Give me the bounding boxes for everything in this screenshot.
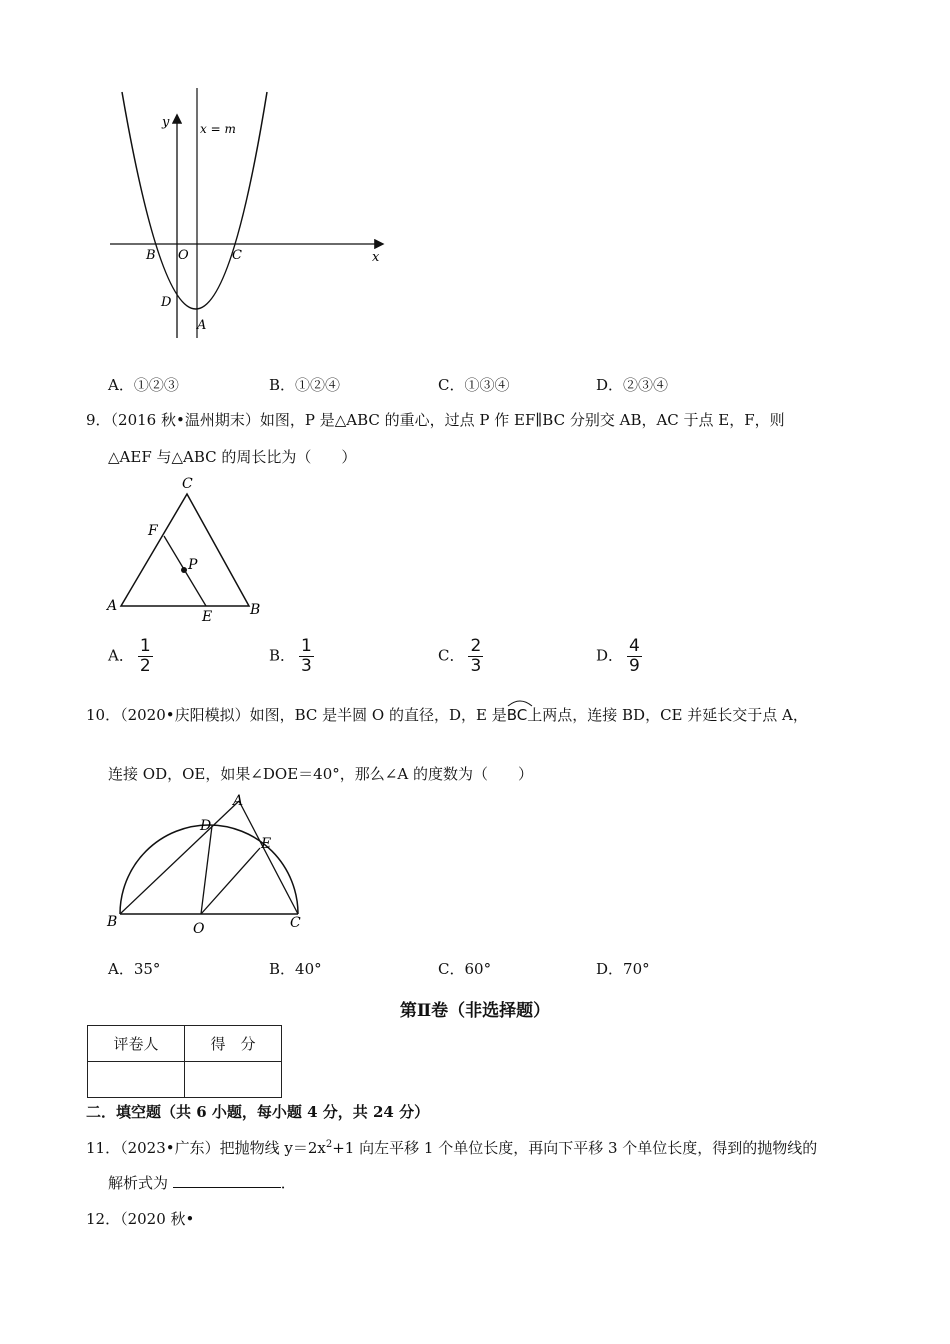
fraction: [299, 637, 314, 676]
q11-stem-line1: [86, 1135, 817, 1158]
point-p: [181, 567, 187, 573]
arc-symbol: [507, 699, 533, 707]
q8-option-d[interactable]: D．②③④: [596, 376, 669, 394]
semicircle: [120, 825, 298, 914]
triangle-abc: [121, 494, 249, 606]
q9-option-a[interactable]: [108, 637, 153, 676]
label-E: E: [202, 609, 213, 625]
label-D: D: [200, 818, 212, 834]
q9-stem-line2: △AEF 与△ABC 的周长比为（ ）: [108, 448, 357, 466]
parabola-curve: [122, 92, 267, 309]
option-letter: C．: [438, 646, 465, 665]
q9-option-b[interactable]: [269, 637, 314, 676]
q10-stem-line1: [86, 705, 808, 725]
q11-stem-part1: 11．（2023•广东）把抛物线 y＝2x: [86, 1139, 326, 1157]
label-D: D: [161, 295, 172, 310]
label-x: x: [372, 250, 380, 265]
q10-option-a[interactable]: A．35°: [108, 960, 161, 978]
label-O: O: [178, 248, 189, 263]
label-P: P: [188, 557, 198, 573]
line-ca: [239, 801, 298, 914]
denominator: 2: [139, 656, 151, 676]
section-heading: 二．填空题（共 6 小题，每小题 4 分，共 24 分）: [86, 1103, 430, 1121]
segment-oe: [201, 848, 260, 914]
q8-option-b[interactable]: B．①②④: [269, 376, 341, 394]
q10-semicircle-figure: [100, 790, 310, 938]
q9-option-c[interactable]: [438, 637, 483, 676]
option-letter: D．: [596, 646, 624, 665]
label-y: y: [162, 115, 170, 130]
denominator: 9: [629, 656, 640, 676]
label-A: A: [233, 793, 244, 809]
q10-stem-line2: 连接 OD，OE，如果∠DOE＝40°，那么∠A 的度数为（ ）: [108, 765, 533, 783]
q11-stem-line2: [108, 1173, 296, 1193]
grader-header: 评卷人: [88, 1026, 185, 1062]
label-C: C: [290, 915, 301, 931]
line-ba: [120, 801, 239, 914]
q10-stem-part2: 上两点，连接 BD，CE 并延长交于点 A，: [527, 706, 808, 724]
score-header: 得 分: [185, 1026, 282, 1062]
exponent: 2: [325, 1139, 333, 1150]
label-O: O: [193, 921, 205, 937]
q11-answer-prompt: 解析式为: [108, 1174, 169, 1192]
numerator: 2: [470, 636, 482, 656]
q9-stem-line1: 9．（2016 秋•温州期末）如图，P 是△ABC 的重心，过点 P 作 EF∥BC 分别交 AB，AC 于点 E，F，则: [86, 411, 785, 429]
grader-cell[interactable]: [88, 1062, 185, 1098]
q11-stem-part2: +1 向左平移 1 个单位长度，再向下平移 3 个单位长度，得到的抛物线的: [332, 1139, 818, 1157]
score-table: [87, 1025, 282, 1098]
label-B: B: [250, 602, 261, 618]
q10-option-d[interactable]: D．70°: [596, 960, 650, 978]
q8-option-a[interactable]: A．①②③: [108, 376, 179, 394]
q11-end-punct: ．: [280, 1174, 296, 1192]
segment-od: [201, 826, 212, 914]
q8-option-c[interactable]: C．①③④: [438, 376, 510, 394]
label-A: A: [197, 318, 207, 333]
arc-bc: BC: [507, 705, 528, 725]
label-A: A: [107, 598, 118, 614]
q9-option-d[interactable]: [596, 637, 642, 676]
numerator: 1: [139, 636, 151, 656]
label-x-eq-m: x = m: [200, 122, 236, 136]
label-F: F: [148, 523, 158, 539]
answer-blank[interactable]: [173, 1173, 281, 1188]
fraction: [468, 637, 483, 676]
fraction: [627, 637, 642, 676]
q8-parabola-figure: [100, 88, 400, 338]
label-C: C: [182, 476, 193, 492]
denominator: 3: [470, 656, 482, 676]
option-letter: A．: [108, 646, 134, 665]
section-title: 第Ⅱ卷（非选择题）: [399, 1001, 551, 1021]
q10-stem-part1: 10．（2020•庆阳模拟）如图，BC 是半圆 O 的直径，D，E 是: [86, 706, 507, 724]
q9-triangle-figure: [100, 472, 270, 627]
fraction: [138, 637, 153, 676]
q10-option-c[interactable]: C．60°: [438, 960, 492, 978]
label-B: B: [107, 914, 118, 930]
score-cell[interactable]: [185, 1062, 282, 1098]
numerator: 4: [629, 636, 640, 656]
option-letter: B．: [269, 646, 296, 665]
label-C: C: [232, 248, 242, 263]
label-B: B: [146, 248, 156, 263]
q12-stem-line1: 12．（2020 秋•: [86, 1210, 195, 1228]
label-E: E: [261, 836, 272, 852]
denominator: 3: [301, 656, 312, 676]
numerator: 1: [301, 636, 312, 656]
q10-option-b[interactable]: B．40°: [269, 960, 322, 978]
